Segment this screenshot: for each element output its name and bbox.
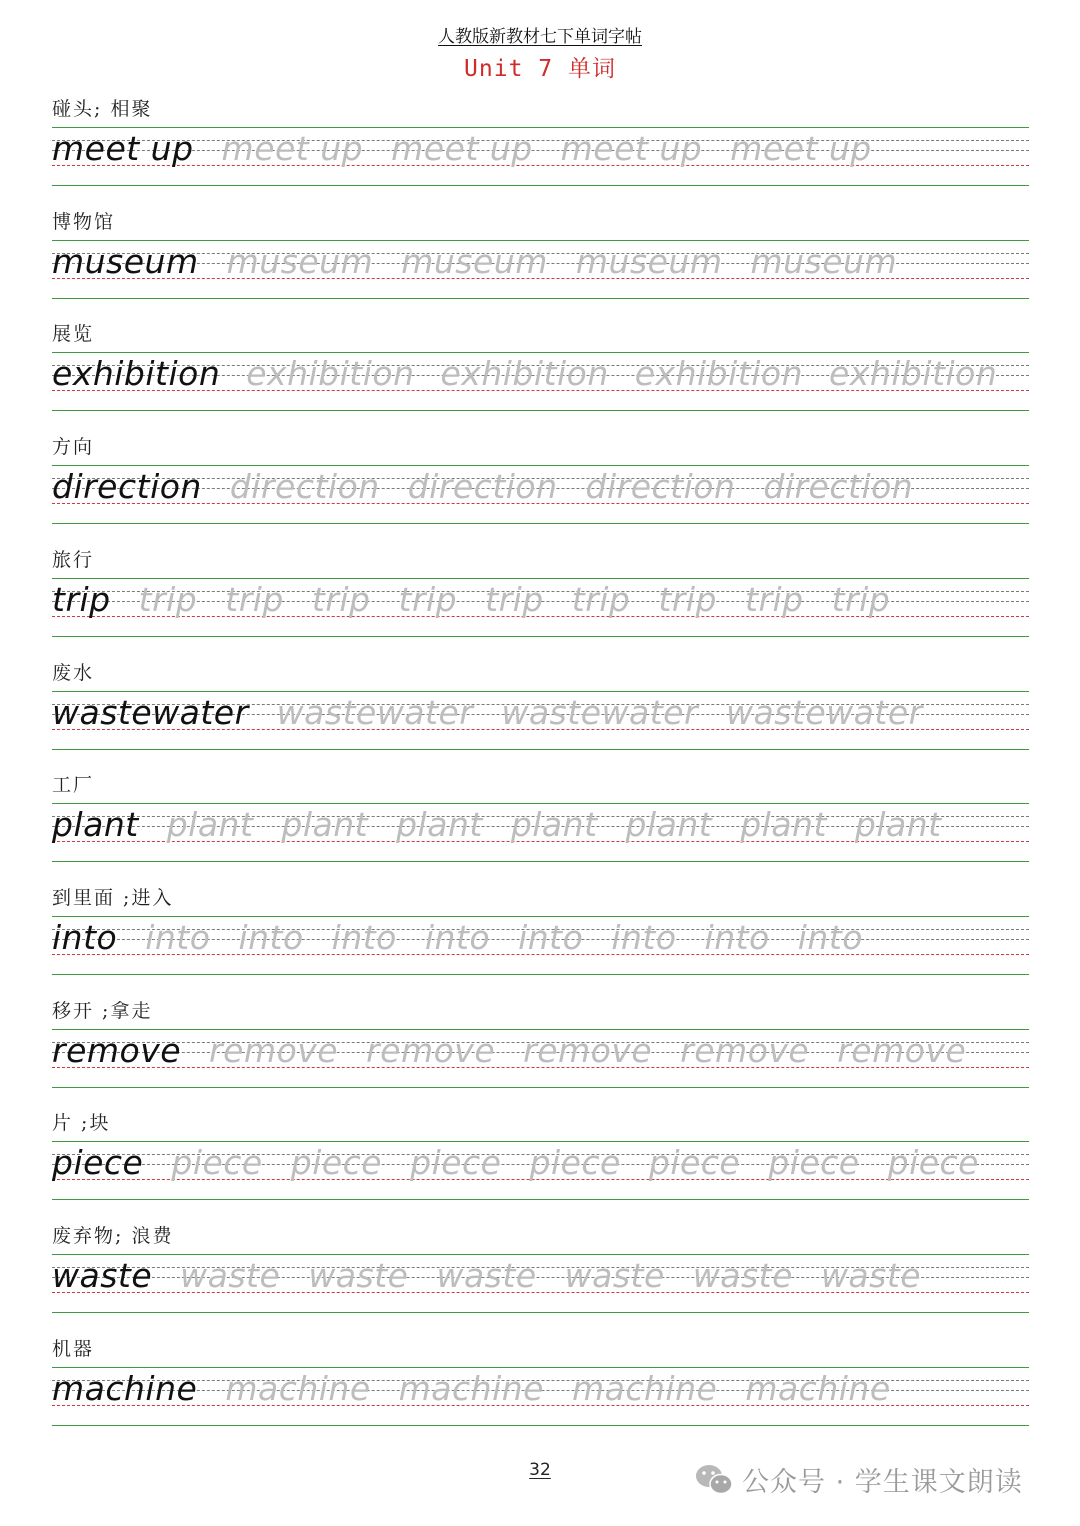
trace-word: waste xyxy=(180,1256,281,1295)
trace-word: remove xyxy=(366,1030,496,1070)
handwriting-guide-lines xyxy=(52,1254,1029,1314)
word-meaning: 废水 xyxy=(52,661,95,684)
trace-word: piece xyxy=(529,1143,621,1183)
guide-line xyxy=(52,1141,1029,1142)
handwriting-guide-lines xyxy=(52,691,1029,751)
trace-word: museum xyxy=(401,241,548,281)
guide-line xyxy=(52,749,1029,750)
watermark xyxy=(694,1460,1023,1499)
guide-line xyxy=(52,1254,1029,1255)
model-word: into xyxy=(52,917,118,957)
handwriting-guide-lines xyxy=(52,578,1029,638)
trace-word: into xyxy=(611,917,677,957)
handwriting-guide-lines xyxy=(52,1141,1029,1201)
trace-word: direction xyxy=(407,467,558,507)
model-word: museum xyxy=(52,241,199,281)
model-word: exhibition xyxy=(52,354,221,394)
word-entry xyxy=(52,885,1029,997)
word-entry xyxy=(52,321,1029,433)
word-entry xyxy=(52,209,1029,321)
guide-line xyxy=(52,803,1029,804)
handwriting-guide-lines xyxy=(52,240,1029,300)
handwriting-guide-lines xyxy=(52,465,1029,525)
trace-word: machine xyxy=(225,1368,371,1408)
guide-line xyxy=(52,352,1029,353)
word-entry xyxy=(52,1336,1029,1448)
trace-word: into xyxy=(331,917,397,957)
trace-word: trip xyxy=(398,579,458,619)
word-row xyxy=(52,131,900,167)
trace-word: plant xyxy=(510,805,598,845)
trace-word: piece xyxy=(290,1143,383,1183)
trace-word: waste xyxy=(308,1256,409,1295)
word-row xyxy=(52,1030,994,1070)
guide-line xyxy=(52,240,1029,241)
word-entry xyxy=(52,434,1029,546)
guide-line xyxy=(52,523,1029,524)
watermark-text: 公众号 · 学生课文朗读 xyxy=(742,1467,1023,1498)
guide-line xyxy=(52,298,1029,299)
trace-word: into xyxy=(424,917,491,957)
word-meaning: 方向 xyxy=(52,436,95,459)
word-row xyxy=(52,579,918,619)
word-meaning: 到里面 ;进入 xyxy=(52,886,174,909)
model-word: piece xyxy=(52,1143,144,1183)
trace-word: museum xyxy=(575,241,723,281)
trace-word: meet up xyxy=(221,129,364,168)
trace-word: into xyxy=(238,917,304,957)
guide-line xyxy=(52,127,1029,128)
model-word: meet up xyxy=(52,129,194,168)
trace-word: remove xyxy=(837,1030,967,1070)
trace-word: trip xyxy=(658,579,717,619)
trace-word: waste xyxy=(564,1256,665,1295)
trace-word: machine xyxy=(571,1368,718,1408)
handwriting-guide-lines xyxy=(52,127,1029,187)
page-number: 32 xyxy=(529,1460,551,1480)
trace-word: machine xyxy=(745,1368,891,1408)
trace-word: direction xyxy=(763,467,914,507)
word-row xyxy=(52,1258,949,1294)
trace-word: waste xyxy=(692,1256,793,1295)
trace-word: wastewater xyxy=(276,692,474,732)
trace-word: museum xyxy=(226,241,374,281)
model-word: wastewater xyxy=(52,692,249,732)
trace-word: meet up xyxy=(560,129,703,168)
page-header-title: 人教版新教材七下单词字帖 xyxy=(438,27,642,47)
guide-line xyxy=(52,1087,1029,1088)
model-word: plant xyxy=(52,805,139,845)
trace-word: waste xyxy=(436,1256,537,1295)
word-meaning: 展览 xyxy=(52,323,95,346)
trace-word: exhibition xyxy=(634,354,803,394)
trace-word: piece xyxy=(171,1143,263,1183)
trace-word: plant xyxy=(166,805,254,845)
trace-word: trip xyxy=(831,579,891,619)
guide-line xyxy=(52,1029,1029,1030)
trace-word: wastewater xyxy=(501,692,699,732)
word-meaning: 废弃物; 浪费 xyxy=(52,1225,174,1247)
trace-word: into xyxy=(145,917,211,957)
word-meaning: 机器 xyxy=(52,1337,95,1360)
word-row xyxy=(52,917,891,957)
model-word: trip xyxy=(52,579,111,619)
word-meaning: 工厂 xyxy=(52,774,95,797)
word-entry xyxy=(52,96,1029,208)
handwriting-guide-lines xyxy=(52,1029,1029,1089)
trace-word: exhibition xyxy=(829,354,998,394)
word-meaning: 移开 ;拿走 xyxy=(52,999,153,1022)
trace-word: meet up xyxy=(391,129,533,168)
word-meaning: 博物馆 xyxy=(52,210,116,233)
trace-word: plant xyxy=(625,805,713,845)
trace-word: into xyxy=(704,917,770,957)
guide-line xyxy=(52,410,1029,411)
trace-word: piece xyxy=(887,1143,979,1183)
word-entry xyxy=(52,998,1029,1110)
guide-line xyxy=(52,185,1029,186)
trace-word: exhibition xyxy=(440,354,609,394)
word-row xyxy=(52,1145,1007,1181)
word-row xyxy=(52,356,1023,392)
word-entry xyxy=(52,547,1029,659)
guide-line xyxy=(52,861,1029,862)
model-word: remove xyxy=(52,1030,182,1070)
trace-word: trip xyxy=(225,579,284,619)
word-entry xyxy=(52,1110,1029,1222)
trace-word: into xyxy=(797,917,863,957)
guide-line xyxy=(52,465,1029,466)
handwriting-guide-lines xyxy=(52,1367,1029,1427)
guide-line xyxy=(52,1367,1029,1368)
unit-title: Unit 7 单词 xyxy=(464,56,616,82)
handwriting-guide-lines xyxy=(52,916,1029,976)
trace-word: remove xyxy=(209,1030,339,1070)
word-row xyxy=(52,1368,919,1408)
trace-word: remove xyxy=(523,1030,653,1070)
trace-word: piece xyxy=(410,1143,502,1183)
guide-line xyxy=(52,1199,1029,1200)
trace-word: machine xyxy=(398,1368,544,1408)
trace-word: remove xyxy=(680,1030,810,1070)
word-entry xyxy=(52,1223,1029,1335)
guide-line xyxy=(52,578,1029,579)
trace-word: piece xyxy=(648,1143,741,1183)
word-row xyxy=(52,807,970,843)
model-word: machine xyxy=(52,1368,198,1408)
trace-word: waste xyxy=(820,1256,922,1295)
trace-word: trip xyxy=(311,579,371,619)
guide-line xyxy=(52,916,1029,917)
word-entry xyxy=(52,772,1029,884)
trace-word: plant xyxy=(740,805,827,845)
trace-word: exhibition xyxy=(246,354,415,394)
word-row xyxy=(52,241,925,281)
trace-word: plant xyxy=(281,805,369,845)
word-row xyxy=(52,692,951,732)
guide-line xyxy=(52,1312,1029,1313)
model-word: direction xyxy=(52,467,202,507)
trace-word: direction xyxy=(585,467,736,507)
word-row xyxy=(52,469,941,505)
trace-word: direction xyxy=(229,467,380,507)
trace-word: trip xyxy=(571,579,631,619)
word-entry xyxy=(52,660,1029,772)
guide-line xyxy=(52,1425,1029,1426)
guide-line xyxy=(52,691,1029,692)
word-meaning: 旅行 xyxy=(52,548,95,571)
handwriting-guide-lines xyxy=(52,803,1029,863)
trace-word: trip xyxy=(485,579,544,619)
trace-word: trip xyxy=(138,579,198,619)
trace-word: piece xyxy=(768,1143,860,1183)
guide-line xyxy=(52,636,1029,637)
trace-word: into xyxy=(518,917,584,957)
model-word: waste xyxy=(52,1256,153,1295)
trace-word: meet up xyxy=(730,129,872,168)
handwriting-guide-lines xyxy=(52,352,1029,412)
wechat-icon xyxy=(694,1462,734,1498)
word-meaning: 片 ;块 xyxy=(52,1112,111,1135)
word-meaning: 碰头; 相聚 xyxy=(52,98,153,120)
trace-word: trip xyxy=(745,579,804,619)
trace-word: wastewater xyxy=(726,692,923,732)
trace-word: plant xyxy=(854,805,942,845)
guide-line xyxy=(52,974,1029,975)
trace-word: museum xyxy=(750,241,898,281)
trace-word: plant xyxy=(396,805,483,845)
